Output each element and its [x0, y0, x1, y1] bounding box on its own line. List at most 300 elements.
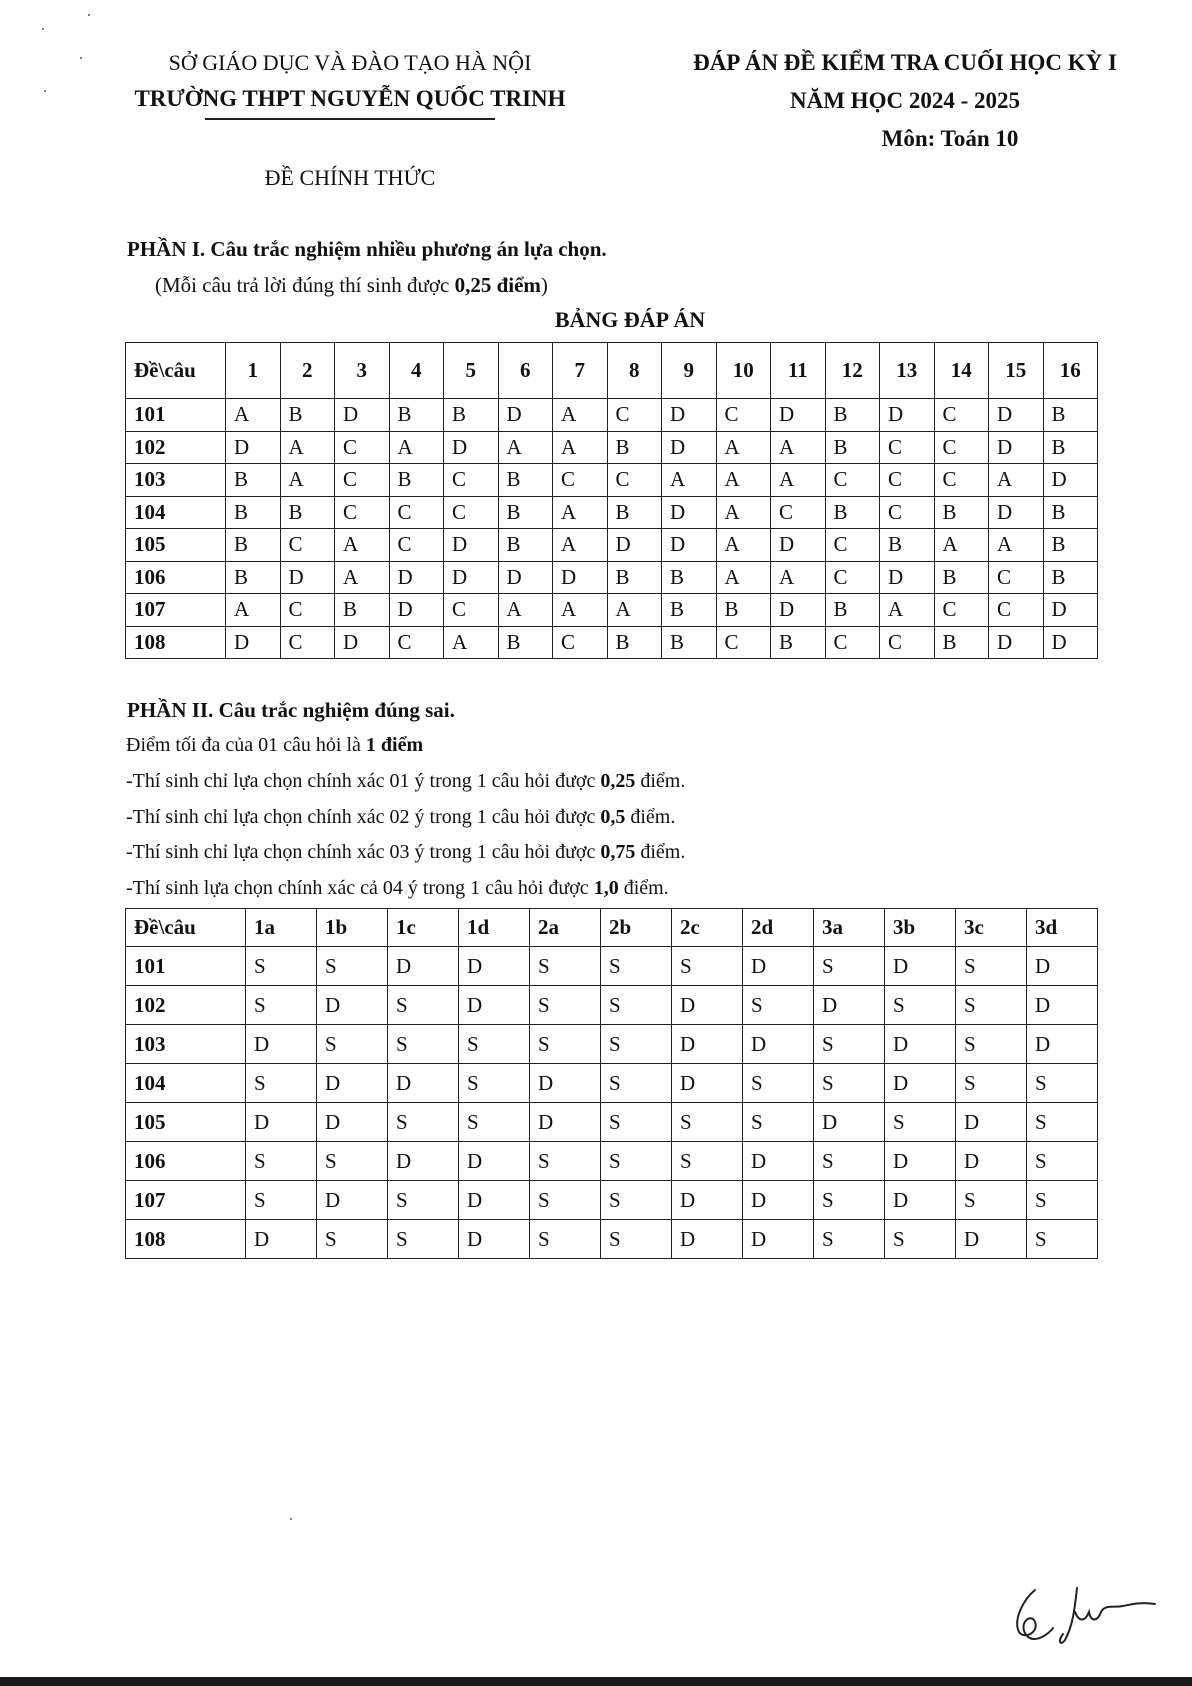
answer-cell: D	[880, 561, 935, 594]
answer-cell: D	[1027, 986, 1098, 1025]
answer-cell: S	[530, 986, 601, 1025]
answer-cell: C	[934, 594, 989, 627]
scoring-rule: -Thí sinh chỉ lựa chọn chính xác 01 ý trong 1 câu hỏi được 0,25 điểm.	[126, 770, 686, 792]
answer-cell: A	[553, 431, 608, 464]
exam-code-cell: 107	[126, 1181, 246, 1220]
exam-code-cell: 103	[126, 464, 226, 497]
table-row	[126, 1142, 1098, 1181]
answer-cell: C	[553, 626, 608, 659]
column-header: 12	[825, 343, 880, 399]
answer-cell: C	[335, 496, 390, 529]
exam-code-cell: 102	[126, 986, 246, 1025]
answer-cell: S	[885, 1220, 956, 1259]
answer-cell: D	[226, 626, 281, 659]
answer-cell: S	[814, 1025, 885, 1064]
answer-cell: S	[601, 1220, 672, 1259]
answer-cell: S	[530, 1181, 601, 1220]
answer-cell: D	[662, 496, 717, 529]
answer-cell: A	[226, 399, 281, 432]
answer-cell: S	[459, 1064, 530, 1103]
column-header: 5	[444, 343, 499, 399]
answer-cell: D	[498, 561, 553, 594]
answer-cell: D	[1043, 464, 1098, 497]
answer-cell: D	[389, 561, 444, 594]
school-name: TRƯỜNG THPT NGUYỄN QUỐC TRINH	[134, 86, 566, 111]
answer-cell: A	[444, 626, 499, 659]
answer-cell: D	[459, 1181, 530, 1220]
part1-note: (Mỗi câu trả lời đúng thí sinh được 0,25 điểm)	[155, 273, 548, 297]
answer-cell: C	[989, 561, 1044, 594]
answer-cell: A	[607, 594, 662, 627]
answer-key-title: ĐÁP ÁN ĐỀ KIỂM TRA CUỐI HỌC KỲ I	[693, 50, 1117, 75]
answer-cell: A	[771, 561, 826, 594]
answer-cell: D	[1027, 947, 1098, 986]
scan-speck	[290, 1518, 292, 1520]
answer-cell: A	[934, 529, 989, 562]
table-row	[126, 947, 1098, 986]
scan-speck	[44, 90, 46, 92]
answer-cell: C	[825, 529, 880, 562]
answer-cell: C	[444, 464, 499, 497]
table-row	[126, 431, 1098, 464]
column-header: 1a	[246, 909, 317, 947]
answer-cell: C	[607, 399, 662, 432]
answer-cell: C	[825, 626, 880, 659]
answer-cell: A	[989, 529, 1044, 562]
answer-cell: C	[825, 561, 880, 594]
answer-cell: S	[601, 1025, 672, 1064]
answer-cell: B	[662, 626, 717, 659]
answer-cell: B	[825, 431, 880, 464]
answer-cell: D	[280, 561, 335, 594]
answer-cell: D	[880, 399, 935, 432]
answer-cell: A	[553, 399, 608, 432]
answer-cell: B	[934, 561, 989, 594]
answer-cell: C	[880, 626, 935, 659]
answer-cell: C	[335, 464, 390, 497]
part2-title: PHẦN II. Câu trắc nghiệm đúng sai.	[127, 698, 455, 722]
table-row	[126, 399, 1098, 432]
answer-cell: S	[956, 1025, 1027, 1064]
answer-cell: D	[246, 1025, 317, 1064]
answer-cell: B	[226, 529, 281, 562]
answer-cell: C	[716, 626, 771, 659]
answer-cell: D	[444, 529, 499, 562]
answer-cell: S	[814, 1064, 885, 1103]
column-header: 4	[389, 343, 444, 399]
column-header: 13	[880, 343, 935, 399]
scoring-rule: -Thí sinh chỉ lựa chọn chính xác 03 ý trong 1 câu hỏi được 0,75 điểm.	[126, 841, 686, 863]
answer-cell: D	[885, 947, 956, 986]
exam-code-cell: 101	[126, 399, 226, 432]
answer-cell: D	[459, 986, 530, 1025]
answer-cell: D	[530, 1064, 601, 1103]
answer-cell: B	[716, 594, 771, 627]
answer-cell: A	[335, 561, 390, 594]
column-header: 1c	[388, 909, 459, 947]
answer-cell: A	[553, 496, 608, 529]
answer-cell: S	[601, 1142, 672, 1181]
answer-cell: D	[989, 496, 1044, 529]
answer-cell: D	[459, 1220, 530, 1259]
answer-cell: B	[662, 561, 717, 594]
answer-cell: S	[601, 1181, 672, 1220]
answer-cell: S	[317, 1025, 388, 1064]
answer-cell: S	[672, 1103, 743, 1142]
table-row	[126, 1025, 1098, 1064]
answer-cell: D	[771, 399, 826, 432]
exam-code-cell: 104	[126, 496, 226, 529]
answer-cell: D	[672, 1220, 743, 1259]
column-header: 7	[553, 343, 608, 399]
department-name: SỞ GIÁO DỤC VÀ ĐÀO TẠO HÀ NỘI	[168, 50, 532, 75]
column-header: 3b	[885, 909, 956, 947]
column-header: 3a	[814, 909, 885, 947]
table-row	[126, 1220, 1098, 1259]
answer-cell: C	[716, 399, 771, 432]
column-header: 15	[989, 343, 1044, 399]
answer-cell: D	[444, 561, 499, 594]
answer-cell: S	[530, 1220, 601, 1259]
table-corner-header: Đề\câu	[126, 343, 226, 399]
answer-cell: B	[498, 626, 553, 659]
answer-cell: D	[989, 399, 1044, 432]
answer-cell: S	[530, 947, 601, 986]
answer-cell: A	[280, 431, 335, 464]
answer-cell: B	[607, 561, 662, 594]
answer-cell: D	[459, 947, 530, 986]
answer-cell: B	[934, 496, 989, 529]
exam-code-cell: 102	[126, 431, 226, 464]
answer-cell: D	[246, 1103, 317, 1142]
answer-cell: D	[771, 594, 826, 627]
answer-cell: B	[498, 464, 553, 497]
answer-cell: A	[771, 431, 826, 464]
answer-cell: D	[553, 561, 608, 594]
answer-cell: D	[335, 399, 390, 432]
answer-cell: B	[444, 399, 499, 432]
answer-cell: A	[553, 529, 608, 562]
answer-cell: D	[885, 1025, 956, 1064]
answer-cell: S	[743, 986, 814, 1025]
part1-title: PHẦN I. Câu trắc nghiệm nhiều phương án lựa chọn.	[127, 237, 607, 261]
answer-cell: A	[498, 594, 553, 627]
answer-cell: A	[716, 561, 771, 594]
table-row	[126, 1103, 1098, 1142]
exam-code-cell: 101	[126, 947, 246, 986]
answer-cell: A	[553, 594, 608, 627]
answer-cell: S	[246, 1064, 317, 1103]
school-name-underline	[205, 118, 495, 120]
answer-cell: D	[389, 594, 444, 627]
exam-code-cell: 106	[126, 561, 226, 594]
answer-cell: S	[388, 1025, 459, 1064]
answer-cell: B	[389, 464, 444, 497]
answer-cell: D	[885, 1142, 956, 1181]
answer-cell: S	[530, 1142, 601, 1181]
answer-cell: S	[317, 1220, 388, 1259]
answer-cell: S	[1027, 1220, 1098, 1259]
answer-cell: A	[280, 464, 335, 497]
part1-answer-table	[125, 342, 1098, 659]
answer-cell: S	[1027, 1181, 1098, 1220]
answer-cell: D	[743, 1142, 814, 1181]
answer-cell: A	[989, 464, 1044, 497]
answer-cell: S	[885, 1103, 956, 1142]
answer-cell: S	[601, 986, 672, 1025]
answer-cell: C	[989, 594, 1044, 627]
column-header: 6	[498, 343, 553, 399]
answer-cell: D	[607, 529, 662, 562]
answer-cell: S	[317, 947, 388, 986]
answer-cell: A	[716, 496, 771, 529]
answer-cell: D	[459, 1142, 530, 1181]
column-header: 9	[662, 343, 717, 399]
part2-max-score: Điểm tối đa của 01 câu hỏi là 1 điểm	[126, 734, 424, 756]
answer-cell: S	[1027, 1142, 1098, 1181]
answer-cell: S	[814, 1142, 885, 1181]
answer-cell: C	[280, 529, 335, 562]
column-header: 2a	[530, 909, 601, 947]
answer-cell: B	[1043, 431, 1098, 464]
answer-cell: S	[317, 1142, 388, 1181]
answer-cell: S	[956, 986, 1027, 1025]
answer-cell: C	[880, 496, 935, 529]
column-header: 8	[607, 343, 662, 399]
answer-cell: S	[814, 1181, 885, 1220]
answer-cell: A	[498, 431, 553, 464]
part2-answer-table	[125, 908, 1098, 1259]
answer-cell: B	[825, 399, 880, 432]
answer-cell: B	[934, 626, 989, 659]
answer-cell: C	[389, 626, 444, 659]
answer-cell: D	[317, 1064, 388, 1103]
answer-cell: D	[989, 431, 1044, 464]
answer-cell: S	[814, 947, 885, 986]
answer-cell: C	[335, 431, 390, 464]
answer-cell: S	[246, 986, 317, 1025]
answer-cell: A	[716, 431, 771, 464]
answer-cell: B	[498, 496, 553, 529]
answer-cell: D	[1043, 594, 1098, 627]
answer-cell: S	[601, 1064, 672, 1103]
answer-cell: B	[498, 529, 553, 562]
column-header: 3	[335, 343, 390, 399]
answer-cell: D	[388, 947, 459, 986]
answer-cell: C	[880, 431, 935, 464]
answer-cell: D	[662, 529, 717, 562]
table-row	[126, 986, 1098, 1025]
answer-cell: D	[743, 1220, 814, 1259]
answer-cell: C	[934, 431, 989, 464]
answer-cell: B	[226, 561, 281, 594]
answer-cell: D	[672, 1181, 743, 1220]
table-row	[126, 464, 1098, 497]
answer-cell: D	[317, 986, 388, 1025]
scoring-rule: -Thí sinh lựa chọn chính xác cả 04 ý trong 1 câu hỏi được 1,0 điểm.	[126, 876, 669, 899]
column-header: 11	[771, 343, 826, 399]
answer-cell: C	[553, 464, 608, 497]
answer-cell: C	[444, 496, 499, 529]
answer-cell: S	[246, 1142, 317, 1181]
exam-code-cell: 108	[126, 626, 226, 659]
answer-cell: B	[825, 496, 880, 529]
column-header: 16	[1043, 343, 1098, 399]
answer-cell: A	[389, 431, 444, 464]
answer-cell: D	[388, 1142, 459, 1181]
answer-cell: S	[743, 1064, 814, 1103]
answer-cell: B	[1043, 496, 1098, 529]
answer-cell: A	[716, 464, 771, 497]
answer-cell: S	[956, 1064, 1027, 1103]
answer-cell: B	[771, 626, 826, 659]
answer-cell: S	[388, 1103, 459, 1142]
answer-cell: D	[956, 1220, 1027, 1259]
answer-cell: S	[459, 1103, 530, 1142]
answer-cell: B	[607, 496, 662, 529]
answer-cell: D	[814, 1103, 885, 1142]
column-header: 2	[280, 343, 335, 399]
answer-cell: B	[607, 431, 662, 464]
answer-cell: S	[1027, 1103, 1098, 1142]
table-row	[126, 1181, 1098, 1220]
answer-cell: D	[743, 1181, 814, 1220]
signature-graphic	[1005, 1582, 1165, 1652]
answer-cell: D	[814, 986, 885, 1025]
answer-cell: S	[388, 986, 459, 1025]
answer-cell: D	[444, 431, 499, 464]
answer-cell: S	[459, 1025, 530, 1064]
answer-cell: D	[246, 1220, 317, 1259]
answer-cell: S	[246, 947, 317, 986]
answer-cell: B	[1043, 529, 1098, 562]
table-row	[126, 561, 1098, 594]
official-exam-label: ĐỀ CHÍNH THỨC	[264, 165, 436, 190]
answer-cell: A	[226, 594, 281, 627]
answer-cell: D	[672, 1064, 743, 1103]
answer-cell: B	[1043, 399, 1098, 432]
answer-cell: C	[444, 594, 499, 627]
exam-code-cell: 108	[126, 1220, 246, 1259]
answer-cell: S	[672, 947, 743, 986]
answer-cell: C	[934, 464, 989, 497]
answer-cell: S	[530, 1025, 601, 1064]
exam-code-cell: 105	[126, 1103, 246, 1142]
answer-cell: D	[885, 1064, 956, 1103]
answer-cell: A	[880, 594, 935, 627]
column-header: 1d	[459, 909, 530, 947]
table-row	[126, 594, 1098, 627]
answer-cell: B	[880, 529, 935, 562]
table-corner-header: Đề\câu	[126, 909, 246, 947]
table-row	[126, 496, 1098, 529]
subject: Môn: Toán 10	[881, 126, 1019, 151]
answer-cell: S	[885, 986, 956, 1025]
answer-cell: A	[771, 464, 826, 497]
answer-cell: D	[662, 399, 717, 432]
answer-cell: D	[498, 399, 553, 432]
answer-cell: C	[280, 594, 335, 627]
exam-code-cell: 107	[126, 594, 226, 627]
answer-cell: S	[743, 1103, 814, 1142]
answer-cell: B	[280, 496, 335, 529]
column-header: 2b	[601, 909, 672, 947]
answer-cell: D	[885, 1181, 956, 1220]
scan-speck	[88, 14, 90, 16]
answer-cell: B	[662, 594, 717, 627]
column-header: 2c	[672, 909, 743, 947]
answer-cell: C	[389, 496, 444, 529]
answer-table-title: BẢNG ĐÁP ÁN	[554, 307, 706, 332]
answer-cell: B	[389, 399, 444, 432]
answer-cell: D	[388, 1064, 459, 1103]
answer-cell: D	[1043, 626, 1098, 659]
exam-code-cell: 106	[126, 1142, 246, 1181]
answer-cell: C	[771, 496, 826, 529]
answer-cell: C	[280, 626, 335, 659]
answer-cell: B	[335, 594, 390, 627]
answer-cell: S	[388, 1220, 459, 1259]
answer-cell: B	[280, 399, 335, 432]
exam-code-cell: 103	[126, 1025, 246, 1064]
answer-cell: D	[226, 431, 281, 464]
column-header: 2d	[743, 909, 814, 947]
answer-cell: S	[246, 1181, 317, 1220]
answer-cell: S	[672, 1142, 743, 1181]
scan-speck	[42, 28, 44, 30]
answer-cell: S	[814, 1220, 885, 1259]
answer-cell: S	[601, 1103, 672, 1142]
scoring-rule: -Thí sinh chỉ lựa chọn chính xác 02 ý trong 1 câu hỏi được 0,5 điểm.	[126, 805, 676, 828]
answer-cell: D	[771, 529, 826, 562]
answer-cell: D	[1027, 1025, 1098, 1064]
column-header: 1b	[317, 909, 388, 947]
answer-cell: A	[662, 464, 717, 497]
answer-cell: D	[989, 626, 1044, 659]
answer-cell: D	[956, 1103, 1027, 1142]
table-row	[126, 1064, 1098, 1103]
answer-cell: C	[934, 399, 989, 432]
answer-cell: S	[956, 947, 1027, 986]
answer-cell: D	[672, 986, 743, 1025]
exam-code-cell: 105	[126, 529, 226, 562]
answer-cell: D	[317, 1181, 388, 1220]
answer-cell: D	[743, 1025, 814, 1064]
table-row	[126, 626, 1098, 659]
answer-cell: D	[743, 947, 814, 986]
school-year: NĂM HỌC 2024 - 2025	[790, 88, 1020, 113]
answer-cell: A	[716, 529, 771, 562]
answer-cell: D	[662, 431, 717, 464]
answer-cell: B	[226, 496, 281, 529]
answer-cell: D	[672, 1025, 743, 1064]
column-header: 3c	[956, 909, 1027, 947]
column-header: 10	[716, 343, 771, 399]
scan-bottom-edge	[0, 1677, 1192, 1686]
answer-cell: C	[607, 464, 662, 497]
answer-cell: D	[530, 1103, 601, 1142]
answer-cell: S	[388, 1181, 459, 1220]
answer-cell: D	[956, 1142, 1027, 1181]
column-header: 1	[226, 343, 281, 399]
answer-cell: C	[825, 464, 880, 497]
scan-speck	[80, 57, 82, 59]
answer-cell: D	[317, 1103, 388, 1142]
answer-cell: S	[601, 947, 672, 986]
answer-cell: B	[226, 464, 281, 497]
answer-cell: B	[825, 594, 880, 627]
column-header: 14	[934, 343, 989, 399]
